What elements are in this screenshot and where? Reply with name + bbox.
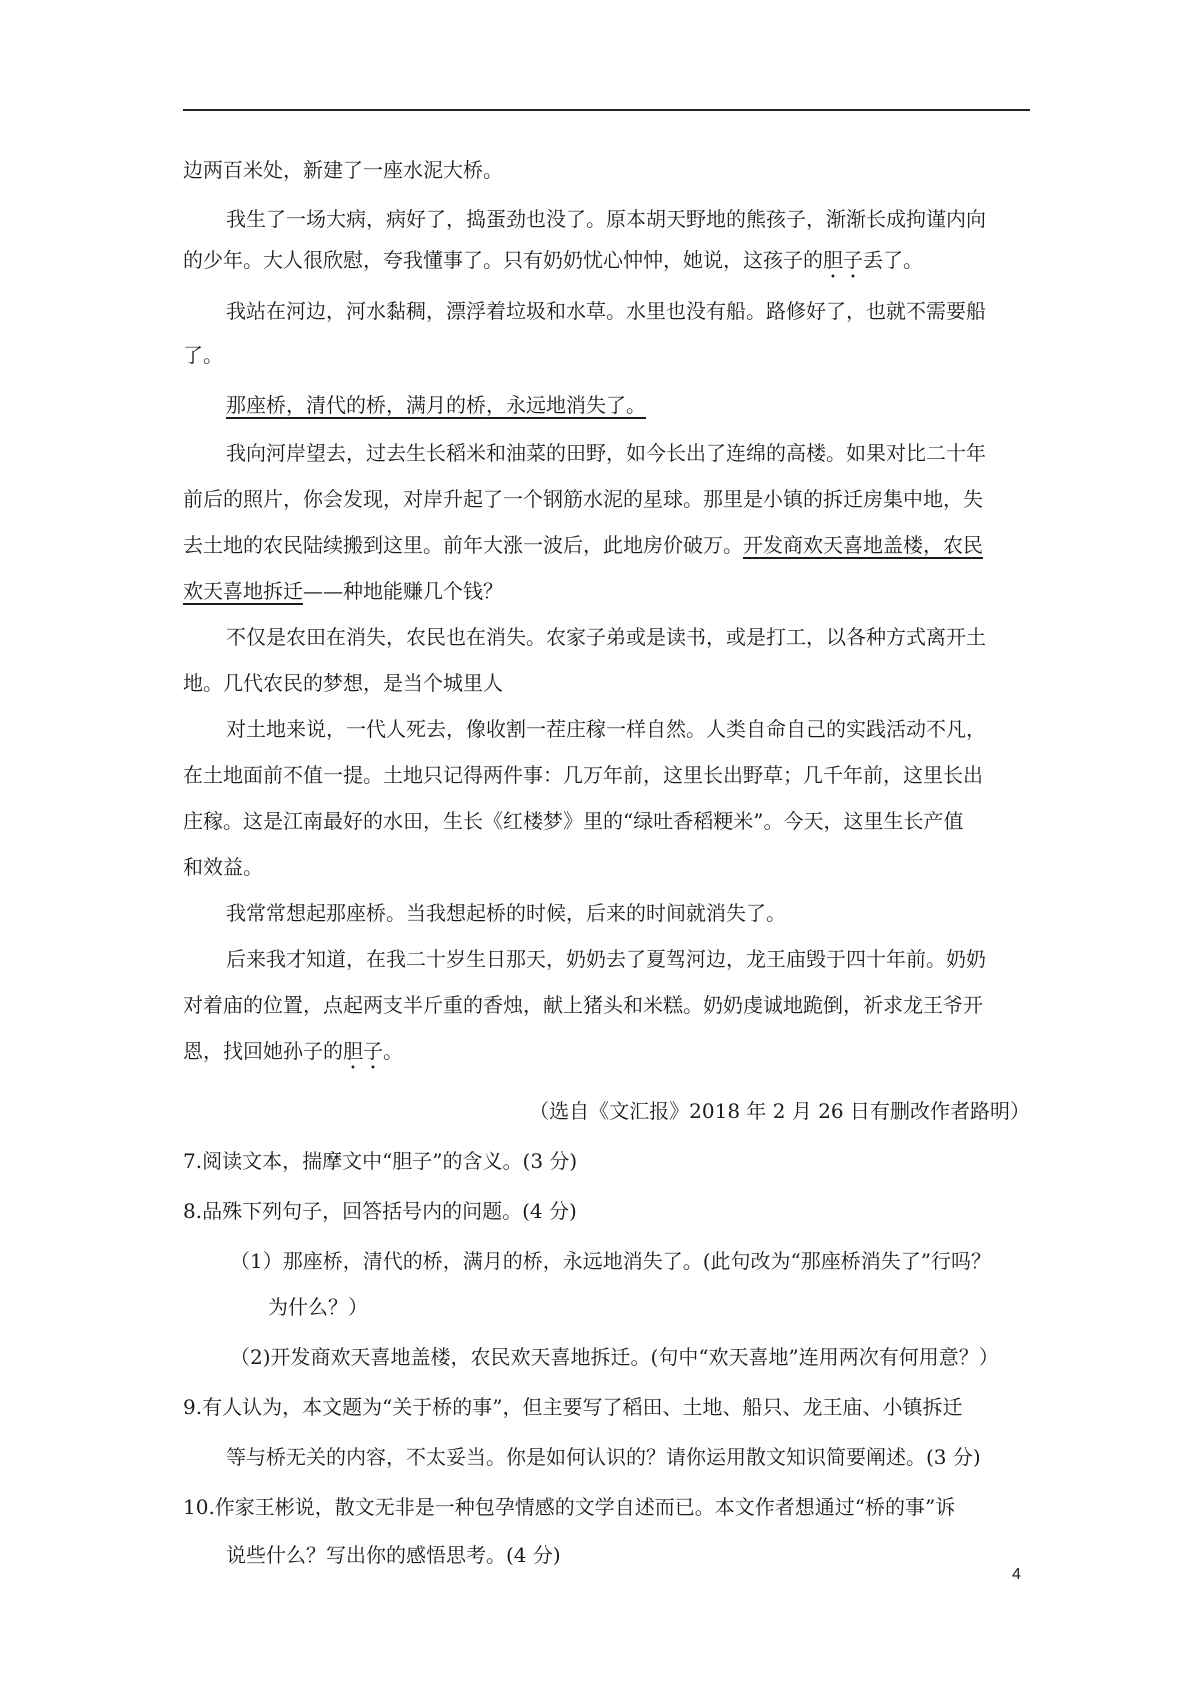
passage-text: 的少年。大人很欣慰，夸我懂事了。只有奶奶忧心忡忡，她说，这孩子的 [183,248,823,272]
passage-line: 地。几代农民的梦想，是当个城里人 [183,671,503,695]
passage-line: 对土地来说，一代人死去，像收割一茬庄稼一样自然。人类自命自己的实践活动不凡， [226,717,986,741]
question-8: 8.品殊下列句子，回答括号内的问题。(4 分) [183,1199,577,1223]
passage-line: 我站在河边，河水黏稠，漂浮着垃圾和水草。水里也没有船。路修好了，也就不需要船 [226,299,986,323]
question-9: 9.有人认为，本文题为“关于桥的事”，但主要写了稻田、土地、船只、龙王庙、小镇拆迁 [183,1395,963,1419]
passage-line [183,245,923,283]
passage-line: 庄稼。这是江南最好的水田，生长《红楼梦》里的“绿吐香稻粳米”。今天，这里生长产值 [183,809,964,833]
header-rule [183,109,1030,111]
passage-line [183,1036,403,1074]
underlined-sentence: 那座桥，清代的桥，满月的桥，永远地消失了。 [226,393,646,417]
passage-text: 去土地的农民陆续搬到这里。前年大涨一波后，此地房价破万。 [183,533,743,557]
emphasized-word: 胆子 [823,248,863,272]
passage-line: 后来我才知道，在我二十岁生日那天，奶奶去了夏驾河边，龙王庙毁于四十年前。奶奶 [226,947,986,971]
underlined-phrase: 开发商欢天喜地盖楼，农民 [743,533,983,557]
question-8-part-2: （2)开发商欢天喜地盖楼，农民欢天喜地拆迁。(句中“欢天喜地”连用两次有何用意？） [230,1345,999,1369]
question-9-cont: 等与桥无关的内容，不太妥当。你是如何认识的？请你运用散文知识简要阐述。(3 分) [226,1445,981,1469]
passage-line: 和效益。 [183,855,263,879]
source-citation: （选自《文汇报》2018 年 2 月 26 日有删改作者路明） [529,1099,1030,1123]
page-number: 4 [1012,1566,1021,1583]
passage-line: 边两百米处，新建了一座水泥大桥。 [183,158,503,182]
passage-line: 我生了一场大病，病好了，捣蛋劲也没了。原本胡天野地的熊孩子，渐渐长成拘谨内向 [226,207,986,231]
question-8-part-1: （1）那座桥，清代的桥，满月的桥，永远地消失了。(此句改为“那座桥消失了”行吗？ [230,1249,991,1273]
passage-line: 不仅是农田在消失，农民也在消失。农家子弟或是读书，或是打工，以各种方式离开土 [226,625,986,649]
underlined-phrase: 欢天喜地拆迁 [183,579,303,603]
passage-line: 了。 [183,343,223,367]
passage-text: ——种地能赚几个钱？ [303,579,503,603]
question-10-cont: 说些什么？写出你的感悟思考。(4 分) [226,1543,561,1567]
passage-line: 前后的照片，你会发现，对岸升起了一个钢筋水泥的星球。那里是小镇的拆迁房集中地，失 [183,487,983,511]
passage-line: 我常常想起那座桥。当我想起桥的时候，后来的时间就消失了。 [226,901,786,925]
passage-text: 。 [383,1039,403,1063]
passage-text: 恩，找回她孙子的 [183,1039,343,1063]
passage-line [183,576,503,606]
passage-line [183,530,983,560]
question-8-part-1-cont: 为什么？） [268,1295,368,1319]
passage-line: 我向河岸望去，过去生长稻米和油菜的田野，如今长出了连绵的高楼。如果对比二十年 [226,441,986,465]
question-7: 7.阅读文本，揣摩文中“胆子”的含义。(3 分) [183,1149,578,1173]
passage-line: 在土地面前不值一提。土地只记得两件事：几万年前，这里长出野草；几千年前，这里长出 [183,763,983,787]
passage-line: 对着庙的位置，点起两支半斤重的香烛，献上猪头和米糕。奶奶虔诚地跪倒，祈求龙王爷开 [183,993,983,1017]
emphasized-word: 胆子 [343,1039,383,1063]
question-10: 10.作家王彬说，散文无非是一种包孕情感的文学自述而已。本文作者想通过“桥的事”诉 [183,1495,956,1519]
passage-text: 丢了。 [863,248,923,272]
